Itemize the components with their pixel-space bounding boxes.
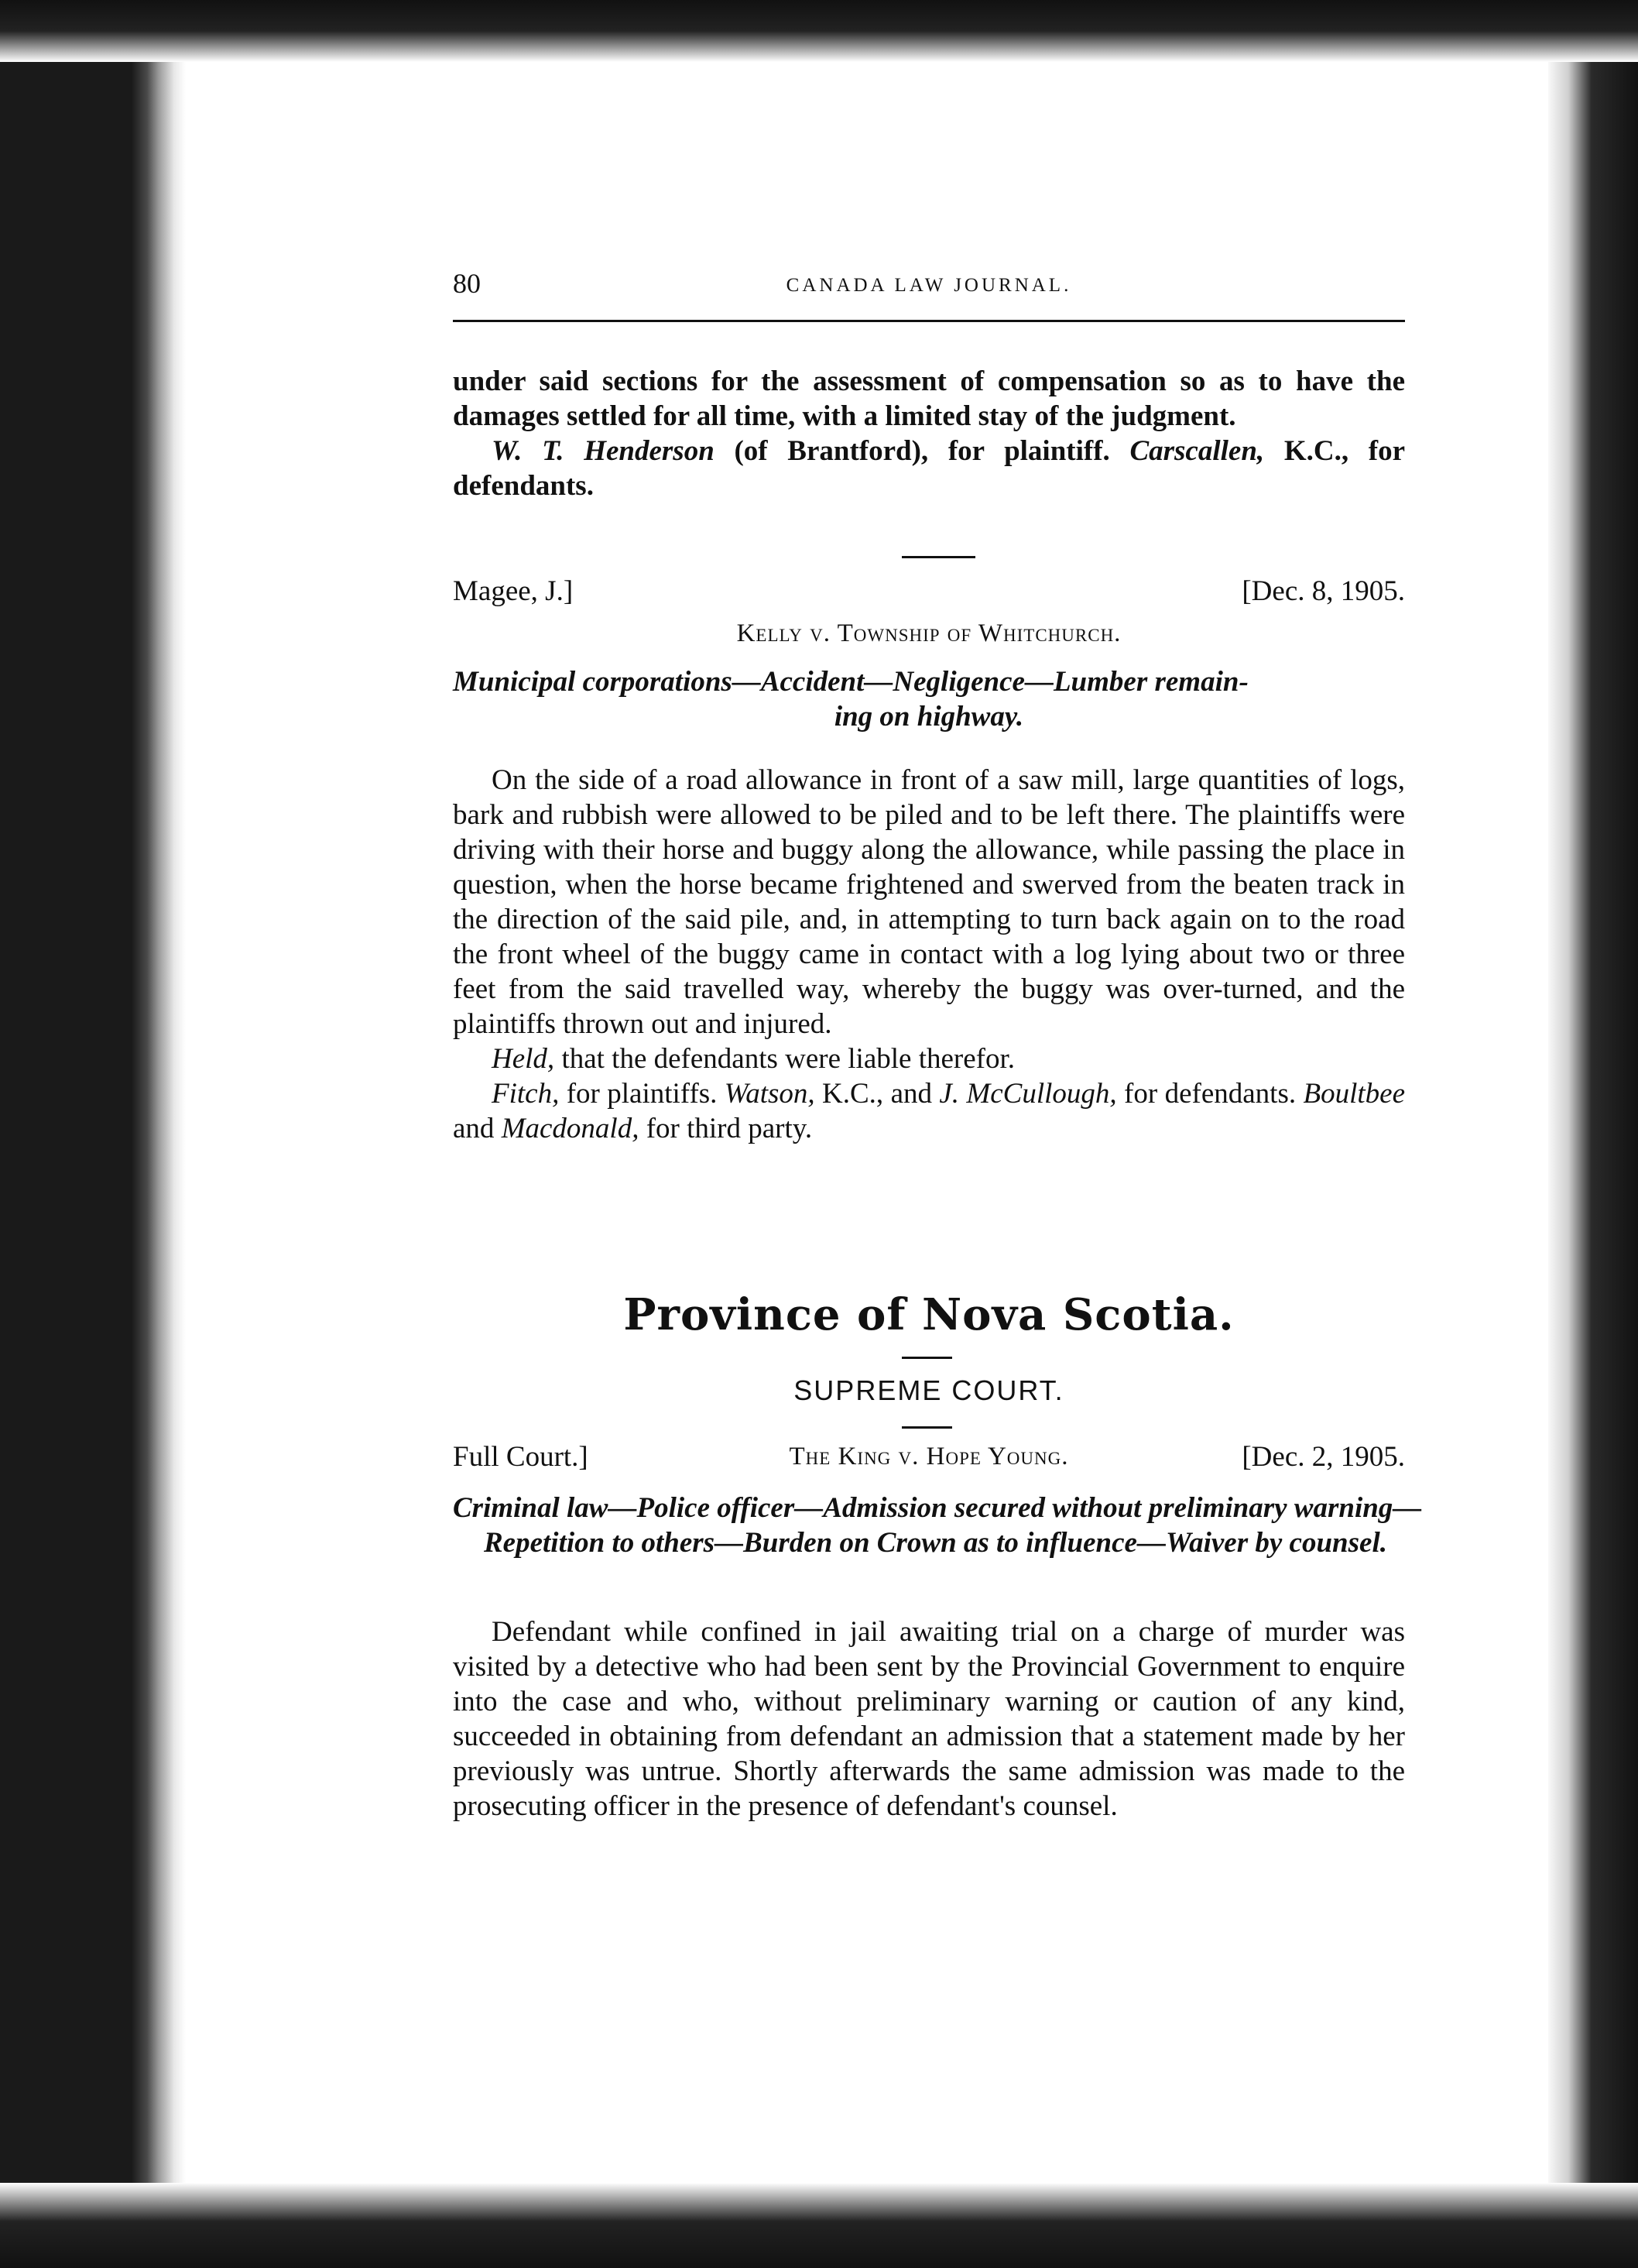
held-text: that the defendants were liable therefor. [554,1043,1016,1075]
case2-court-date-row [453,1440,1405,1475]
scan-right-edge [1545,0,1638,2268]
page-number: 80 [453,268,481,299]
counsel-text: for defendants. [1116,1078,1304,1110]
counsel-text: (of Brantford), for plaintiff. [714,435,1130,467]
case1-facts: On the side of a road allowance in front of a saw mill, large quantities of logs, bark and rubbish were allowed to be piled and to be left there. The plaintiffs were driving with their horse and buggy along the allowance, while passing the place in question, when the horse became frightened and swerved from the beaten track in the direction of the said pile, and, in attempting to turn back again on to the road the front wheel of the buggy came in contact with a log lying about two or three feet from the said travelled way, whereby the buggy was over-turned, and the plaintiffs thrown out and injured. [453,764,1405,1040]
counsel-name: Boultbee [1303,1078,1405,1110]
case2-headnote: Criminal law—Police officer—Admission secured without preliminary warning—Repetition to others—Burden on Crown as to influence—Waiver by counsel. [453,1492,1422,1559]
held-label: Held, [492,1043,555,1075]
page-header [453,267,1405,314]
counsel-text: and [453,1113,502,1144]
counsel-name: Macdonald, [501,1113,639,1144]
section-divider [902,556,975,558]
case1-judge: Magee, J.] [453,575,574,607]
case2-body [453,1614,1405,1824]
case1-counsel [453,1076,1405,1146]
case1-held [453,1041,1405,1076]
section-divider [902,1426,952,1429]
case2-title: The King v. Hope Young. [789,1443,1069,1470]
case1-judge-date-row [453,575,1405,609]
counsel-text: for plaintiffs. [559,1078,725,1110]
case1-headnote [453,664,1405,734]
scan-left-edge [0,0,186,2268]
counsel-name: Carscallen, [1129,435,1265,467]
case1-headnote-line-2: ing on highway. [834,701,1024,733]
counsel-name: W. T. Henderson [492,435,714,467]
continuation-block [453,364,1405,503]
counsel-text: for third party. [639,1113,813,1144]
continuation-paragraph: under said sections for the assessment of compensation so as to have the damages settled for all time, with a limited stay of the judgment. [453,365,1405,432]
case2-facts: Defendant while confined in jail awaiting trial on a charge of murder was visited by a detective who had been sent by the Provincial Government to enquire into the case and who, without preliminary warning or caution of any kind, succeeded in obtaining from defendant an admission that a statement made by her previously was untrue. Shortly afterwards the same admission was made to the prosecuting officer in the presence of defendant's counsel. [453,1616,1405,1822]
scan-bottom-edge [0,2183,1638,2268]
counsel-name: Watson, [724,1078,815,1110]
counsel-text: K.C., and [814,1078,940,1110]
province-heading: Province of Nova Scotia. [623,1289,1235,1340]
case1-body [453,763,1405,1146]
header-rule [453,320,1405,322]
case1-title: Kelly v. Township of Whitchurch. [736,619,1122,647]
case2-court: Full Court.] [453,1441,588,1473]
court-heading: SUPREME COURT. [793,1374,1064,1406]
counsel-text: K.C., for defendants. [453,435,1406,502]
counsel-name: J. McCullough, [939,1078,1117,1110]
case1-headnote-line-1: Municipal corporations—Accident—Negligence—Lumber remain- [453,666,1249,698]
section-divider [902,1357,952,1359]
continuation-counsel [453,434,1405,503]
counsel-name: Fitch, [492,1078,560,1110]
running-title: CANADA LAW JOURNAL. [786,275,1072,296]
case1-date: [Dec. 8, 1905. [1242,575,1405,607]
case2-date: [Dec. 2, 1905. [1242,1441,1405,1473]
scan-top-edge [0,0,1638,62]
